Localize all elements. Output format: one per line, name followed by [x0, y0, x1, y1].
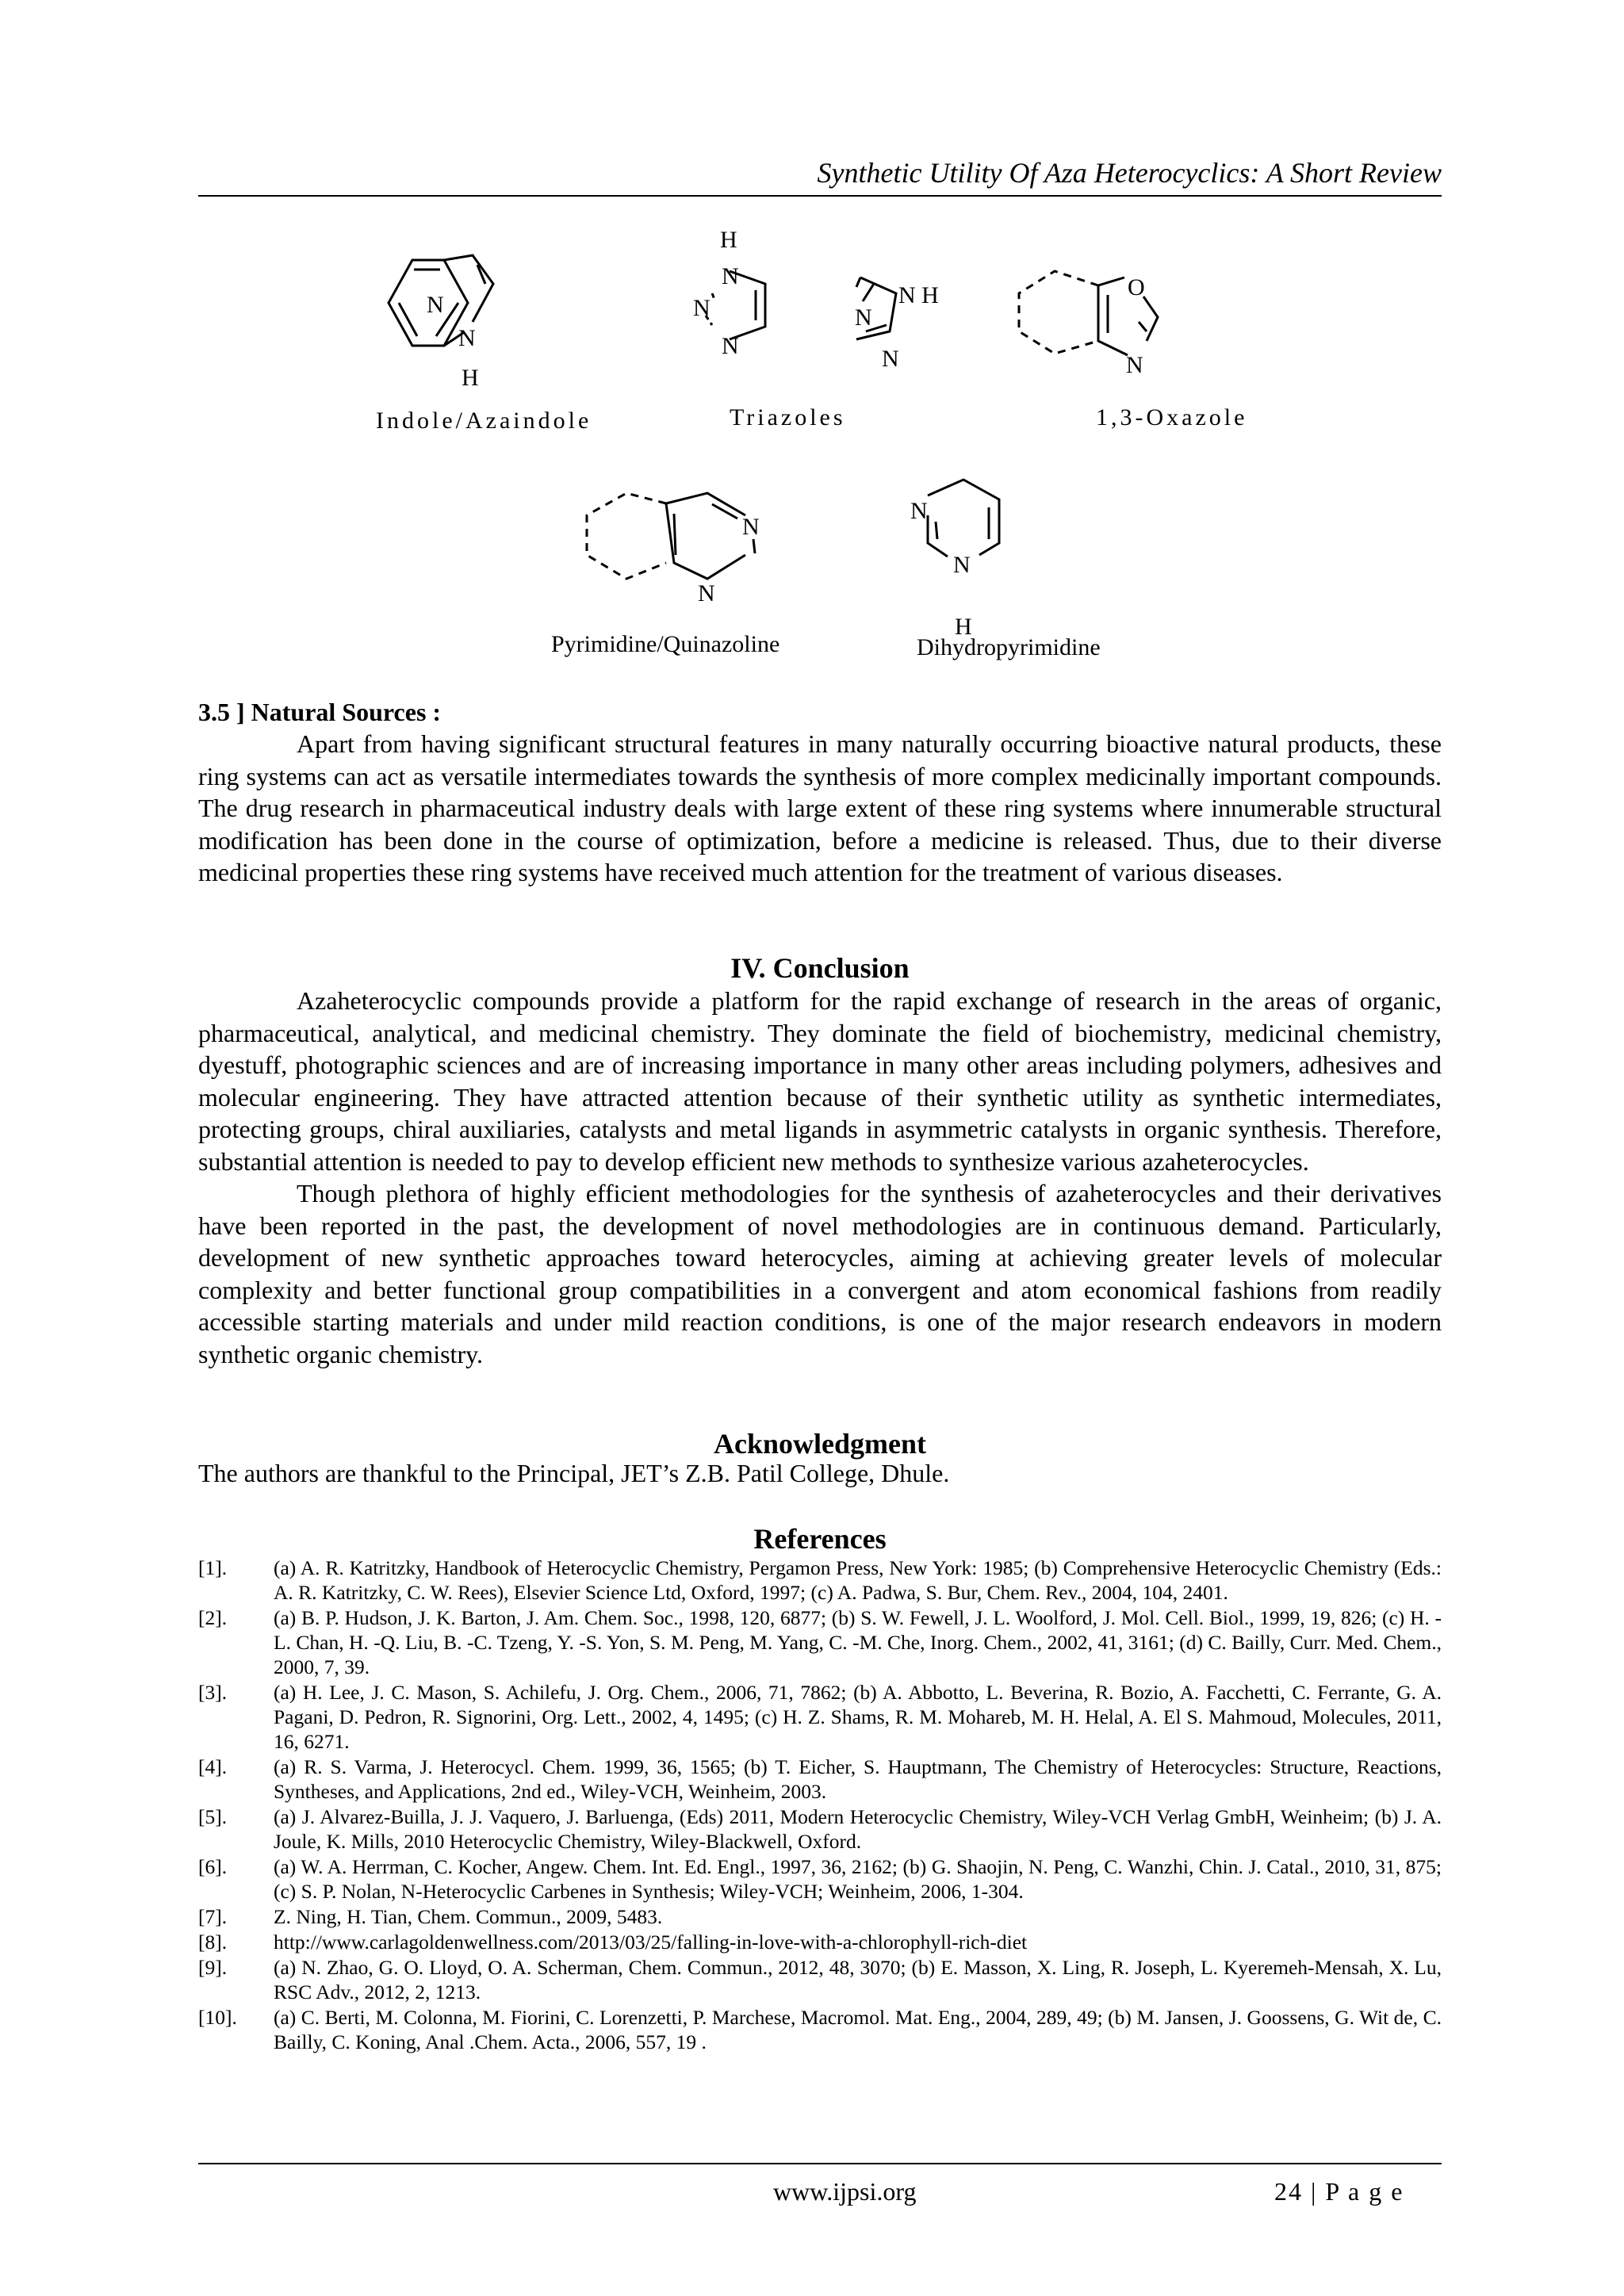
conclusion-paragraph-2: Though plethora of highly efficient methodologies for the synthesis of azaheterocycles and their derivatives have been reported in the past, the development of novel methodologies are in continuous demand. Particularly, development of new synthetic approaches toward heterocycles, aiming at achieving greater levels of molecular complexity and better functional group compatibilities in a convergent and atom economical fashions from readily accessible starting materials and under mild reaction conditions, is one of the major research endeavors in modern synthetic organic chemistry.: [198, 1179, 1442, 1368]
acknowledgment-text: The authors are thankful to the Principal, JET’s Z.B. Patil College, Dhule.: [198, 1459, 950, 1487]
footer-rule: [198, 2163, 1442, 2164]
references-list: [198, 1556, 1442, 2055]
reference-number: [8].: [198, 1931, 228, 1954]
conclusion-heading: IV. Conclusion: [730, 952, 910, 984]
indole-n5-label: N: [458, 325, 476, 351]
reference-number: [1].: [198, 1556, 228, 1579]
triazole1-n2-label: N: [693, 295, 710, 321]
dihydropyrimidine-n2-label: N: [953, 552, 971, 578]
running-header: Synthetic Utility Of Aza Heterocyclics: A Short Review: [817, 157, 1442, 189]
triazole2-nh-label: N H: [898, 282, 939, 308]
reference-text: (a) R. S. Varma, J. Heterocycl. Chem. 1999, 36, 1565; (b) T. Eicher, S. Hauptmann, The Chemistry of Heterocycles: Structure, Reactions, Syntheses, and Applications, 2nd ed., Wiley-VCH, Weinheim, 2003.: [274, 1755, 1442, 1803]
reference-item: [198, 1605, 1442, 1679]
quinazoline-n1-label: N: [742, 514, 760, 540]
quinazoline-dashed-ring: [587, 493, 666, 579]
reference-text: Z. Ning, H. Tian, Chem. Commun., 2009, 5483.: [274, 1905, 663, 1928]
structures-svg: [198, 214, 1442, 674]
reference-item: [198, 1755, 1442, 1804]
caption-indole: Indole/Azaindole: [376, 408, 592, 434]
caption-pyrimidine: Pyrimidine/Quinazoline: [551, 631, 780, 657]
triazole2-n1-label: N: [855, 304, 872, 331]
reference-text: (a) J. Alvarez-Builla, J. J. Vaquero, J. Barluenga, (Eds) 2011, Modern Heterocyclic Chemistry, Wiley-VCH Verlag GmbH, Weinheim; (b) J. A. Joule, K. Mills, 2010 Heterocyclic Chemistry, Wiley-Blackwell, Oxford.: [274, 1805, 1442, 1853]
dihydropyrimidine-n1-label: N: [910, 498, 928, 524]
acknowledgment-heading: Acknowledgment: [714, 1428, 926, 1460]
structures-figure: [198, 214, 1442, 674]
footer-website[interactable]: www.ijpsi.org: [773, 2177, 917, 2206]
reference-number: [7].: [198, 1905, 228, 1928]
oxazole-n-label: N: [1126, 352, 1143, 378]
oxazole-dashed-ring: [1019, 271, 1098, 354]
indole-h-label: H: [462, 365, 479, 391]
reference-item: [198, 1680, 1442, 1754]
dihydropyrimidine-h-label: H: [955, 614, 972, 640]
references-heading: References: [753, 1523, 887, 1555]
triazole1-n3-label: N: [722, 333, 739, 359]
reference-text: (a) W. A. Herrman, C. Kocher, Angew. Chem. Int. Ed. Engl., 1997, 36, 2162; (b) G. Shaojin, N. Peng, C. Wanzhi, Chin. J. Catal., 2010, 31, 875; (c) S. P. Nolan, N-Heterocyclic Carbenes in Synthesis; Wiley-VCH; Weinheim, 2006, 1-304.: [274, 1855, 1442, 1903]
triazole1-h-label: H: [720, 227, 737, 253]
reference-number: [4].: [198, 1755, 228, 1778]
reference-number: [5].: [198, 1805, 228, 1828]
reference-text: (a) B. P. Hudson, J. K. Barton, J. Am. Chem. Soc., 1998, 120, 6877; (b) S. W. Fewell, J. L. Woolford, J. Mol. Cell. Biol., 1999, 19, 826; (c) H. -L. Chan, H. -Q. Liu, B. -C. Tzeng, Y. -S. Yon, S. M. Peng, M. Yang, C. -M. Che, Inorg. Chem., 2002, 41, 3161; (d) C. Bailly, Curr. Med. Chem., 2000, 7, 39.: [274, 1606, 1442, 1678]
reference-item: [198, 1556, 1442, 1605]
reference-number: [10].: [198, 2006, 237, 2029]
oxazole-inner: [1108, 295, 1147, 333]
reference-number: [2].: [198, 1606, 228, 1629]
triazole1-n1-label: N: [722, 263, 739, 289]
indole-n6-label: N: [427, 292, 444, 318]
header-rule: [198, 195, 1442, 197]
reference-text: (a) H. Lee, J. C. Mason, S. Achilefu, J. Org. Chem., 2006, 71, 7862; (b) A. Abbotto, L. Beverina, R. Bozio, A. Facchetti, C. Ferrante, G. A. Pagani, D. Pedron, R. Signorini, Org. Lett., 2002, 4, 1495; (c) H. Z. Shams, R. M. Mohareb, M. H. Helal, A. El S. Mahmoud, Molecules, 2011, 16, 6271.: [274, 1681, 1442, 1753]
triazole2-n3-label: N: [882, 346, 899, 372]
reference-text: (a) N. Zhao, G. O. Lloyd, O. A. Scherman, Chem. Commun., 2012, 48, 3070; (b) E. Masson, X. Ling, R. Joseph, L. Kyeremeh-Mensah, X. Lu, RSC Adv., 2012, 2, 1213.: [274, 1956, 1442, 2003]
reference-text: (a) A. R. Katritzky, Handbook of Heterocyclic Chemistry, Pergamon Press, New York: 1985; (b) Comprehensive Heterocyclic Chemistry (Eds.: A. R. Katritzky, C. W. Rees), Elsevier Science Ltd, Oxford, 1997; (c) A. Padwa, S. Bur, Chem. Rev., 2004, 104, 2401.: [274, 1556, 1442, 1604]
caption-dihydropyrimidine: Dihydropyrimidine: [917, 634, 1101, 660]
conclusion-paragraph-1: Azaheterocyclic compounds provide a platform for the rapid exchange of research in the areas of organic, pharmaceutical, analytical, and medicinal chemistry. They dominate the field of biochemistry, medicinal chemistry, dyestuff, photographic sciences and are of increasing importance in many other areas including polymers, adhesives and molecular engineering. They have attracted attention because of their synthetic utility as synthetic intermediates, protecting groups, chiral auxiliaries, catalysts and metal ligands in asymmetric catalysts in organic synthesis. Therefore, substantial attention is needed to pay to develop efficient new methods to synthesize various azaheterocycles.: [198, 986, 1442, 1176]
caption-triazoles: Triazoles: [730, 404, 846, 430]
section-3-5-paragraph: Apart from having significant structural features in many naturally occurring bioactive natural products, these ring systems can act as versatile intermediates towards the synthesis of more complex medicinally important compounds. The drug research in pharmaceutical industry deals with large extent of these ring systems where innumerable structural modification has been done in the course of optimization, before a medicine is released. Thus, due to their diverse medicinal properties these ring systems have received much attention for the treatment of various diseases.: [198, 729, 1442, 886]
oxazole-o-label: O: [1128, 274, 1145, 300]
dihydropyrimidine-inner: [936, 507, 989, 539]
quinazoline-n2-label: N: [698, 580, 715, 607]
reference-number: [6].: [198, 1855, 228, 1878]
reference-item: [198, 1955, 1442, 2004]
section-3-5-heading: 3.5 ] Natural Sources :: [198, 698, 442, 726]
reference-item: [198, 2005, 1442, 2054]
quinazoline-ring: [666, 493, 745, 579]
section-3-5-body: [198, 728, 1442, 889]
reference-text: (a) C. Berti, M. Colonna, M. Fiorini, C. Lorenzetti, P. Marchese, Macromol. Mat. Eng., 2004, 289, 49; (b) M. Jansen, J. Goossens, G. Wit de, C. Bailly, C. Koning, Anal .Chem. Acta., 2006, 557, 19 .: [274, 2006, 1442, 2053]
conclusion-body: [198, 985, 1442, 1370]
caption-oxazole: 1,3-Oxazole: [1096, 404, 1248, 430]
reference-number: [9].: [198, 1956, 228, 1979]
reference-item: [198, 1930, 1442, 1954]
reference-item: [198, 1804, 1442, 1854]
footer-page-number: 24 | P a g e: [1274, 2177, 1404, 2206]
reference-number: [3].: [198, 1681, 228, 1704]
reference-link[interactable]: http://www.carlagoldenwellness.com/2013/03/25/falling-in-love-with-a-chlorophyll-rich-diet: [274, 1931, 1028, 1954]
reference-item: [198, 1904, 1442, 1929]
reference-item: [198, 1854, 1442, 1904]
